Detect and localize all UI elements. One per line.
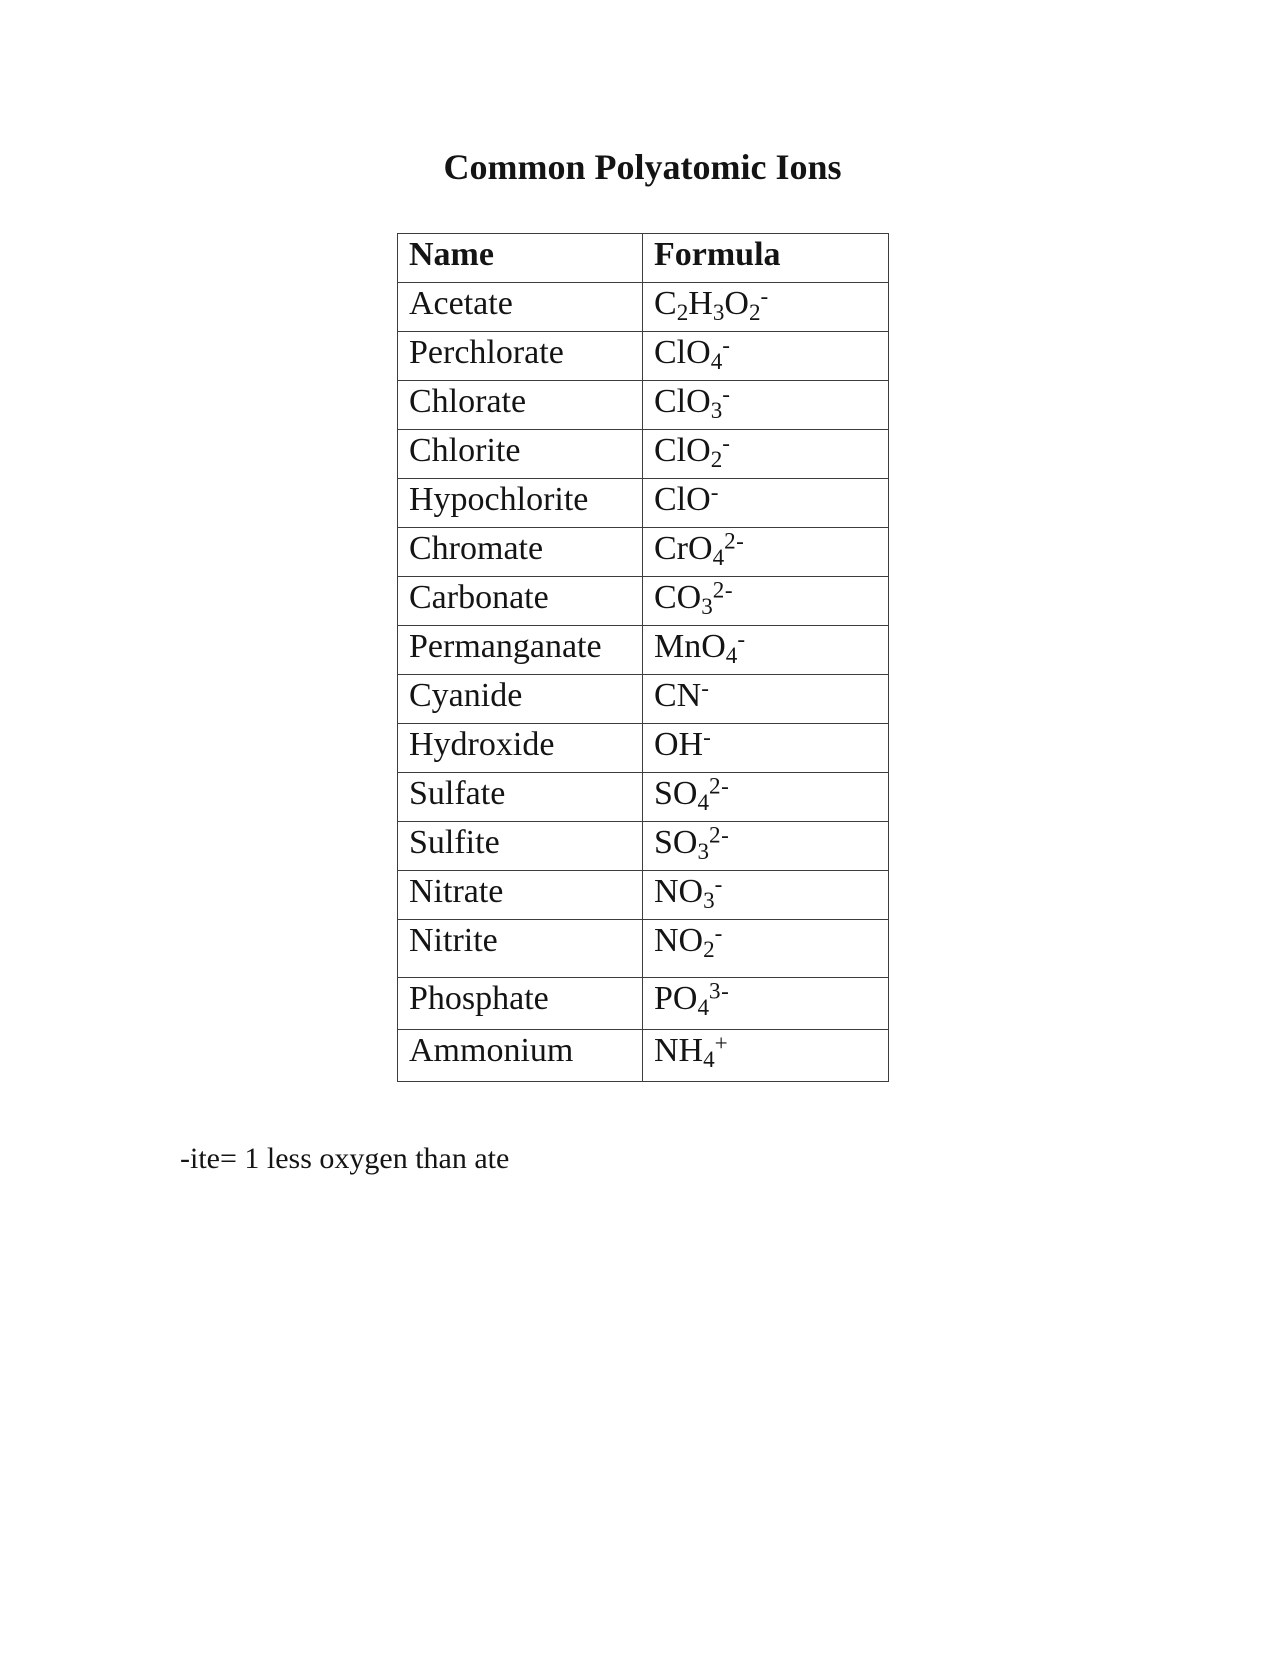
table-row	[398, 283, 889, 332]
formula-base: ClO	[654, 432, 711, 469]
formula-superscript: -	[701, 675, 710, 702]
formula-subscript: 4	[725, 642, 738, 669]
formula-superscript: 2-	[712, 577, 734, 604]
formula-subscript: 2	[676, 299, 689, 326]
table-row	[398, 528, 889, 577]
ion-formula-cell	[643, 332, 889, 381]
formula-subscript: 4	[710, 348, 723, 375]
formula-base: H	[688, 285, 713, 322]
formula-superscript: 3-	[709, 978, 730, 1005]
ion-formula-cell	[643, 283, 889, 332]
table-row	[398, 920, 889, 978]
table-row	[398, 978, 889, 1030]
table-row	[398, 332, 889, 381]
ion-formula-cell	[643, 626, 889, 675]
formula-base: MnO	[654, 628, 726, 665]
ion-name-cell: Carbonate	[398, 577, 643, 626]
formula-subscript: 3	[701, 593, 713, 620]
ion-name-cell: Chlorate	[398, 381, 643, 430]
formula-superscript: 2-	[724, 528, 745, 555]
formula-base: CO	[654, 579, 702, 616]
ion-formula-cell	[643, 430, 889, 479]
formula-superscript: -	[714, 920, 723, 947]
ion-name-cell: Hypochlorite	[398, 479, 643, 528]
ion-name-cell: Hydroxide	[398, 724, 643, 773]
formula-superscript: -	[722, 332, 731, 359]
formula-subscript: 2	[703, 936, 715, 963]
ite-suffix-note: -ite= 1 less oxygen than ate	[180, 1142, 510, 1175]
table-row	[398, 381, 889, 430]
ion-name-cell: Chlorite	[398, 430, 643, 479]
ion-formula-cell	[643, 920, 889, 978]
table-row	[398, 626, 889, 675]
formula-subscript: 4	[703, 1046, 715, 1073]
formula-base: NH	[654, 1032, 704, 1069]
formula-subscript: 3	[697, 838, 710, 865]
ion-name-cell: Perchlorate	[398, 332, 643, 381]
formula-base: SO	[654, 824, 698, 861]
formula-superscript: -	[722, 381, 731, 408]
formula-subscript: 3	[712, 299, 725, 326]
formula-base: C	[654, 285, 677, 322]
table-row	[398, 773, 889, 822]
formula-base: OH	[654, 726, 704, 763]
formula-base: ClO	[654, 334, 711, 371]
formula-base: O	[724, 285, 749, 322]
ion-formula-cell	[643, 822, 889, 871]
formula-superscript: -	[710, 479, 719, 506]
ion-name-cell: Ammonium	[398, 1030, 643, 1082]
formula-base: ClO	[654, 481, 711, 518]
ion-formula-cell	[643, 978, 889, 1030]
table-row	[398, 577, 889, 626]
formula-superscript: -	[703, 724, 712, 751]
ion-formula-cell	[643, 724, 889, 773]
formula-superscript: +	[714, 1030, 729, 1057]
ion-name-cell: Permanganate	[398, 626, 643, 675]
formula-base: PO	[654, 980, 698, 1017]
formula-base: CN	[654, 677, 702, 714]
polyatomic-ions-table	[397, 233, 889, 1082]
table-row	[398, 479, 889, 528]
formula-base: ClO	[654, 383, 711, 420]
formula-base: NO	[654, 873, 704, 910]
ion-name-cell: Phosphate	[398, 978, 643, 1030]
formula-base: SO	[654, 775, 698, 812]
formula-subscript: 4	[712, 544, 725, 571]
page-title: Common Polyatomic Ions	[443, 147, 842, 187]
ion-formula-cell	[643, 1030, 889, 1082]
formula-superscript: -	[722, 430, 731, 457]
ion-formula-cell	[643, 871, 889, 920]
ion-formula-cell	[643, 479, 889, 528]
formula-subscript: 3	[710, 397, 723, 424]
formula-superscript: 2-	[709, 822, 730, 849]
table-row	[398, 1030, 889, 1082]
table-body	[398, 283, 889, 1082]
ion-formula-cell	[643, 577, 889, 626]
ion-name-cell: Sulfate	[398, 773, 643, 822]
formula-superscript: 2-	[709, 773, 730, 800]
formula-subscript: 3	[703, 887, 715, 914]
formula-base: NO	[654, 922, 704, 959]
ion-name-cell: Nitrate	[398, 871, 643, 920]
formula-column-header: Formula	[643, 234, 889, 283]
formula-superscript: -	[760, 283, 769, 310]
table-row	[398, 871, 889, 920]
formula-subscript: 2	[710, 446, 723, 473]
ion-formula-cell	[643, 528, 889, 577]
table-row	[398, 675, 889, 724]
formula-base: CrO	[654, 530, 713, 567]
table-row	[398, 430, 889, 479]
formula-subscript: 4	[697, 994, 710, 1021]
table-row	[398, 724, 889, 773]
name-column-header: Name	[398, 234, 643, 283]
table-row	[398, 822, 889, 871]
formula-superscript: -	[737, 626, 746, 653]
formula-subscript: 2	[748, 299, 761, 326]
formula-superscript: -	[714, 871, 723, 898]
ion-name-cell: Chromate	[398, 528, 643, 577]
ion-name-cell: Sulfite	[398, 822, 643, 871]
table-header-row	[398, 234, 889, 283]
ion-name-cell: Acetate	[398, 283, 643, 332]
ion-formula-cell	[643, 773, 889, 822]
ion-formula-cell	[643, 675, 889, 724]
ion-name-cell: Nitrite	[398, 920, 643, 978]
formula-subscript: 4	[697, 789, 710, 816]
ion-name-cell: Cyanide	[398, 675, 643, 724]
ion-formula-cell	[643, 381, 889, 430]
